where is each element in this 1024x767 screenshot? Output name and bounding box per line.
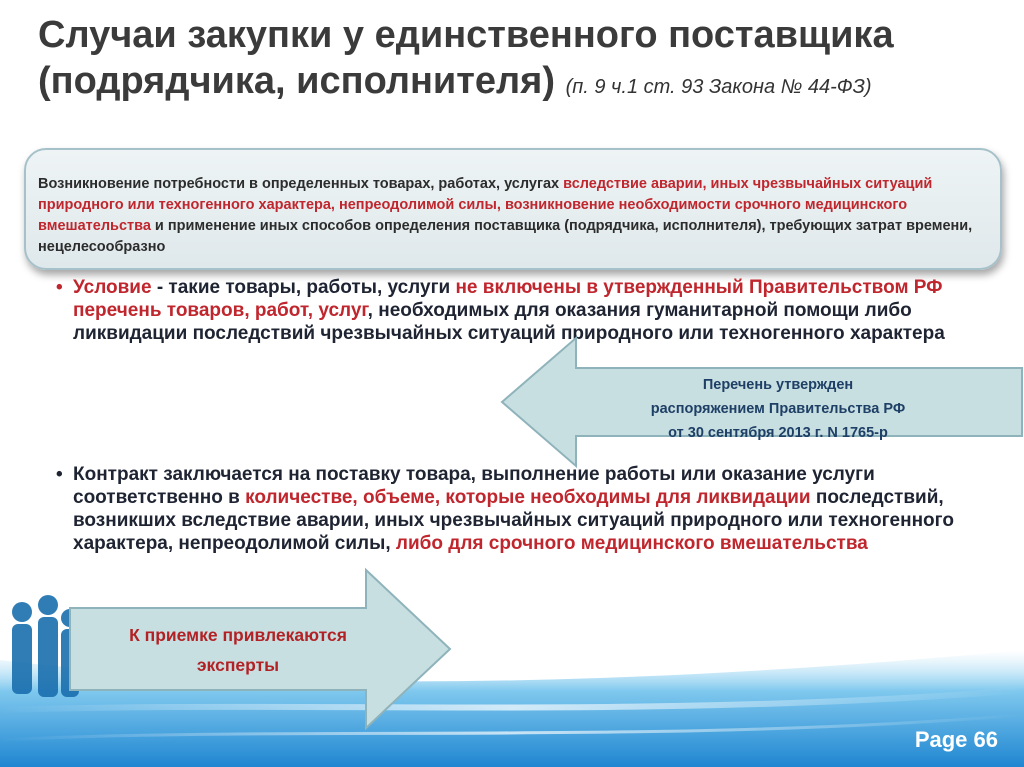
bullet-icon: •: [56, 277, 63, 298]
page-title: Случаи закупки у единственного поставщика (подрядчика, исполнителя) (п. 9 ч.1 ст. 93 Закона № 44-ФЗ): [38, 14, 894, 102]
bullet-condition: • Условие - такие товары, работы, услуги не включены в утвержденный Правительством РФ перечень товаров, работ, услуг, необходимых для оказания гуманитарной помощи либо ликвидации последствий чрезвычайных ситуаций природного или техногенного характера: [56, 277, 945, 344]
page-number: Page 66: [914, 727, 998, 752]
list-approval-text: Перечень утвержден распоряжением Правительства РФ от 30 сентября 2013 г. N 1765-р: [650, 377, 906, 441]
bullet-contract: • Контракт заключается на поставку товара, выполнение работы или оказание услуги соответственно в количестве, объеме, которые необходимы для ликвидации последствий, возникших вследствие аварии, иных чрезвычайных ситуаций природного или техногенного характера, непреодолимой силы, либо для срочного медицинского вмешательства: [56, 464, 954, 554]
experts-text: К приемке привлекаются эксперты: [129, 625, 347, 675]
condition-box: Возникновение потребности в определенных товарах, работах, услугах вследствие аварии, иных чрезвычайных ситуаций природного или техногенного характера, непреодолимой силы, возникновение необходимости срочного медицинского вмешательства и применение иных способов определения поставщика (подрядчика, исполнителя), требующих затрат времени, нецелесообразно: [24, 148, 1002, 270]
title-reference: (п. 9 ч.1 ст. 93 Закона № 44-ФЗ): [565, 76, 872, 98]
bullet-icon: •: [56, 464, 63, 485]
